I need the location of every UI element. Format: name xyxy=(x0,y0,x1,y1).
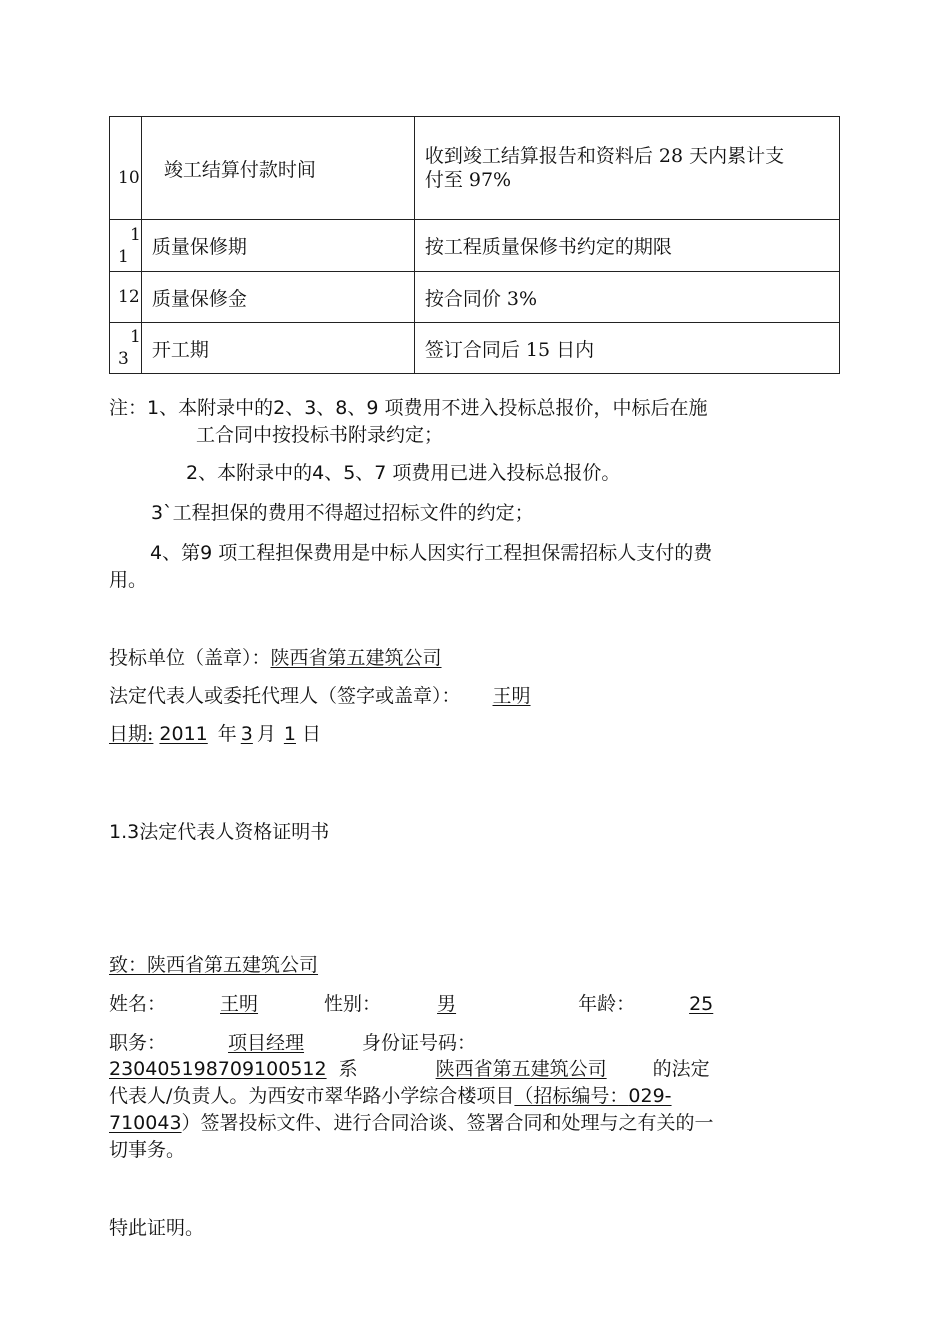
content-cell: 按合同价 3% xyxy=(414,272,839,323)
note-4 xyxy=(150,538,712,565)
note-4-continued: 用。 xyxy=(109,569,148,591)
row-number-part: 1 xyxy=(130,327,141,347)
content-cell: 签订合同后 15 日内 xyxy=(414,323,839,374)
id-line xyxy=(109,1054,710,1081)
age-label: 年龄： xyxy=(578,993,636,1015)
note-3 xyxy=(151,498,534,525)
bidder-label: 投标单位（盖章）： xyxy=(109,647,271,669)
cert-line-4: 切事务。 xyxy=(109,1139,186,1161)
section-title: 法定代表人资格证明书 xyxy=(139,821,330,843)
position-line xyxy=(109,1028,476,1055)
note-text: 项费用已进入投标总报价。 xyxy=(386,462,621,484)
table-row xyxy=(110,117,840,220)
item-cell: 开工期 xyxy=(141,323,414,374)
xi-text: 系 xyxy=(338,1058,358,1080)
cert-line-3 xyxy=(109,1108,714,1135)
note-prefix: 注： xyxy=(109,397,148,419)
gender-label: 性别： xyxy=(324,993,382,1015)
date-month-unit: 月 xyxy=(256,723,276,745)
content-cell xyxy=(414,117,839,220)
name-label: 姓名： xyxy=(109,993,167,1015)
note-1 xyxy=(109,393,708,420)
note-item-number: 9 xyxy=(200,542,213,564)
content-line: 收到竣工结算报告和资料后 28 天内累计支 xyxy=(424,145,785,167)
row-number xyxy=(110,220,142,272)
company-value: 陕西省第五建筑公司 xyxy=(435,1058,607,1080)
personal-info-line xyxy=(109,989,737,1016)
date-year-unit: 年 xyxy=(217,723,237,745)
content-cell: 按工程质量保修书约定的期限 xyxy=(414,220,839,272)
item-cell: 质量保修期 xyxy=(141,220,414,272)
appendix-table xyxy=(109,116,840,374)
table-row xyxy=(110,323,840,374)
note-text: 项工程担保费用是中标人因实行工程担保需招标人支付的费 xyxy=(212,542,713,564)
item-cell: 质量保修金 xyxy=(141,272,414,323)
content-line: 付至 97% xyxy=(424,169,512,191)
date-month: 3 xyxy=(240,723,253,745)
note-number: 1 xyxy=(147,397,160,419)
addressee-line xyxy=(109,950,318,977)
note-text: 、本附录中的 xyxy=(159,397,274,419)
note-text: 、本附录中的 xyxy=(198,462,313,484)
row-number-part: 3 xyxy=(118,349,129,369)
date-year: 2011 xyxy=(159,723,208,745)
bidder-line xyxy=(109,643,498,670)
addressee-label: 致： xyxy=(109,954,148,976)
position-value: 项目经理 xyxy=(228,1032,305,1054)
table-row xyxy=(110,220,840,272)
cert-line-2 xyxy=(109,1081,672,1108)
note-text: 项费用不进入投标总报价，中标后在施 xyxy=(378,397,708,419)
id-value: 230405198709100512 xyxy=(109,1058,327,1080)
age-value: 25 xyxy=(689,993,714,1015)
table-row xyxy=(110,272,840,323)
bidder-value: 陕西省第五建筑公司 xyxy=(270,647,442,669)
note-2 xyxy=(186,458,620,485)
cert-text: 的法定 xyxy=(652,1058,710,1080)
position-label: 职务： xyxy=(109,1032,167,1054)
gender-value: 男 xyxy=(437,993,457,1015)
cert-text: ）签署投标文件、进行合同洽谈、签署合同和处理与之有关的一 xyxy=(181,1112,714,1134)
representative-label: 法定代表人或委托代理人（签字或盖章）： xyxy=(109,685,461,707)
note-number: 4 xyxy=(150,542,163,564)
representative-line xyxy=(109,681,695,708)
note-text: 、第 xyxy=(162,542,201,564)
note-item-numbers: 2、3、8、9 xyxy=(273,397,379,419)
bid-number-label: （招标编号： xyxy=(514,1085,629,1107)
note-item-numbers: 4、5、7 xyxy=(312,462,387,484)
date-label: 日期: xyxy=(109,723,154,745)
section-heading xyxy=(109,817,329,844)
date-line xyxy=(109,719,321,746)
date-day: 1 xyxy=(283,723,296,745)
row-number xyxy=(110,323,142,374)
row-number-part: 1 xyxy=(118,246,129,267)
representative-value: 王明 xyxy=(492,685,531,707)
note-number: 3` xyxy=(151,502,173,524)
section-number: 1.3 xyxy=(109,821,140,843)
cert-text: 代表人/负责人。为西安市翠华路小学综合楼项目 xyxy=(109,1085,515,1107)
note-text: 工程担保的费用不得超过招标文件的约定； xyxy=(172,502,534,524)
name-value: 王明 xyxy=(220,993,259,1015)
row-number-part: 1 xyxy=(130,224,141,245)
closing-text: 特此证明。 xyxy=(109,1217,205,1239)
item-cell: 竣工结算付款时间 xyxy=(141,117,414,220)
addressee-value: 陕西省第五建筑公司 xyxy=(147,954,319,976)
bid-number-part: 710043 xyxy=(109,1112,182,1134)
date-day-unit: 日 xyxy=(301,723,321,745)
id-label: 身份证号码： xyxy=(362,1032,477,1054)
row-number: 10 xyxy=(110,117,142,220)
note-1-continued: 工合同中按投标书附录约定； xyxy=(196,424,444,446)
bid-number-part: 029- xyxy=(628,1085,672,1107)
row-number: 12 xyxy=(110,272,142,323)
note-number: 2 xyxy=(186,462,199,484)
